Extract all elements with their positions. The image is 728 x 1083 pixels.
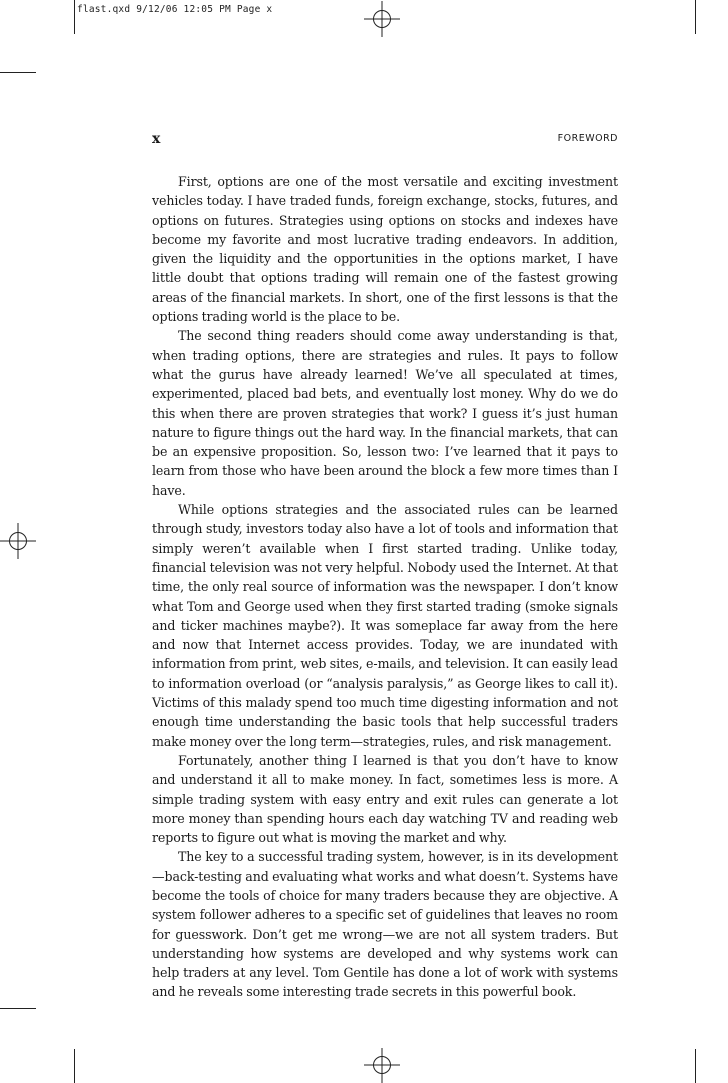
registration-mark-bottom xyxy=(364,1048,400,1083)
paragraph: Fortunately, another thing I learned is that you don’t have to know and understand it all to make money. In fact, sometimes less is more. A simple trading system with easy entry and exit rules can generate a lot more money than spending hours each day watching TV and reading web reports to figure out what is moving the market and why. xyxy=(152,752,618,846)
crop-mark xyxy=(74,0,75,34)
crop-mark xyxy=(695,0,696,34)
registration-mark-top xyxy=(364,1,400,37)
registration-mark-left xyxy=(0,523,36,559)
paragraph: The key to a successful trading system, however, is in its development—back-testing and evaluating what works and what doesn’t. Systems have become the tools of choice for many traders because they are objective. A system follower adheres to a specific set of guidelines that leaves no room for guesswork. Don’t get me wrong—we are not all system traders. But understanding how systems are developed and why systems work can help traders at any level. Tom Gentile has done a lot of work with systems and he reveals some interesting trade secrets in this powerful book. xyxy=(152,849,618,1000)
crop-mark xyxy=(74,1049,75,1083)
paragraph: First, options are one of the most versatile and exciting investment vehicles today. I have traded funds, foreign exchange, stocks, futures, and options on futures. Strategies using options on stocks and indexes have become my favorite and most lucrative trading endeavors. In addition, given the liquidity and the opportunities in the options market, I have little doubt that options trading will remain one of the fastest growing areas of the financial markets. In short, one of the first lessons is that the options trading world is the place to be. xyxy=(152,174,618,325)
paragraph: The second thing readers should come away understanding is that, when trading options, there are strategies and rules. It pays to follow what the gurus have already learned! We’ve all speculated at times, experimented, placed bad bets, and eventually lost money. Why do we do this when there are proven strategies that work? I guess it’s just human nature to figure things out the hard way. In the financial markets, that can be an expensive proposition. So, lesson two: I’ve learned that it pays to learn from those who have been around the block a few more times than I have. xyxy=(152,328,618,498)
page-number: x xyxy=(152,131,161,147)
running-head xyxy=(152,131,618,147)
paragraph: While options strategies and the associated rules can be learned through study, investors today also have a lot of tools and information that simply weren’t available when I first started trading. Unlike today, financial television was not very helpful. Nobody used the Internet. At that time, the only real source of information was the newspaper. I don’t know what Tom and George used when they first started trading (smoke signals and ticker machines maybe?). It was someplace far away from the here and now that Internet access provides. Today, we are inundated with information from print, web sites, e-mails, and television. It can easily lead to information overload (or “analysis paralysis,” as George likes to call it). Victims of this malady spend too much time digesting information and not enough time understanding the basic tools that help successful traders make money over the long term—strategies, rules, and risk management. xyxy=(152,502,618,749)
crop-mark xyxy=(0,1008,36,1009)
crop-mark xyxy=(0,72,36,73)
crop-mark xyxy=(695,1049,696,1083)
printer-slug: flast.qxd 9/12/06 12:05 PM Page x xyxy=(77,4,273,15)
body-text xyxy=(152,172,618,1002)
section-title: FOREWORD xyxy=(557,133,618,144)
